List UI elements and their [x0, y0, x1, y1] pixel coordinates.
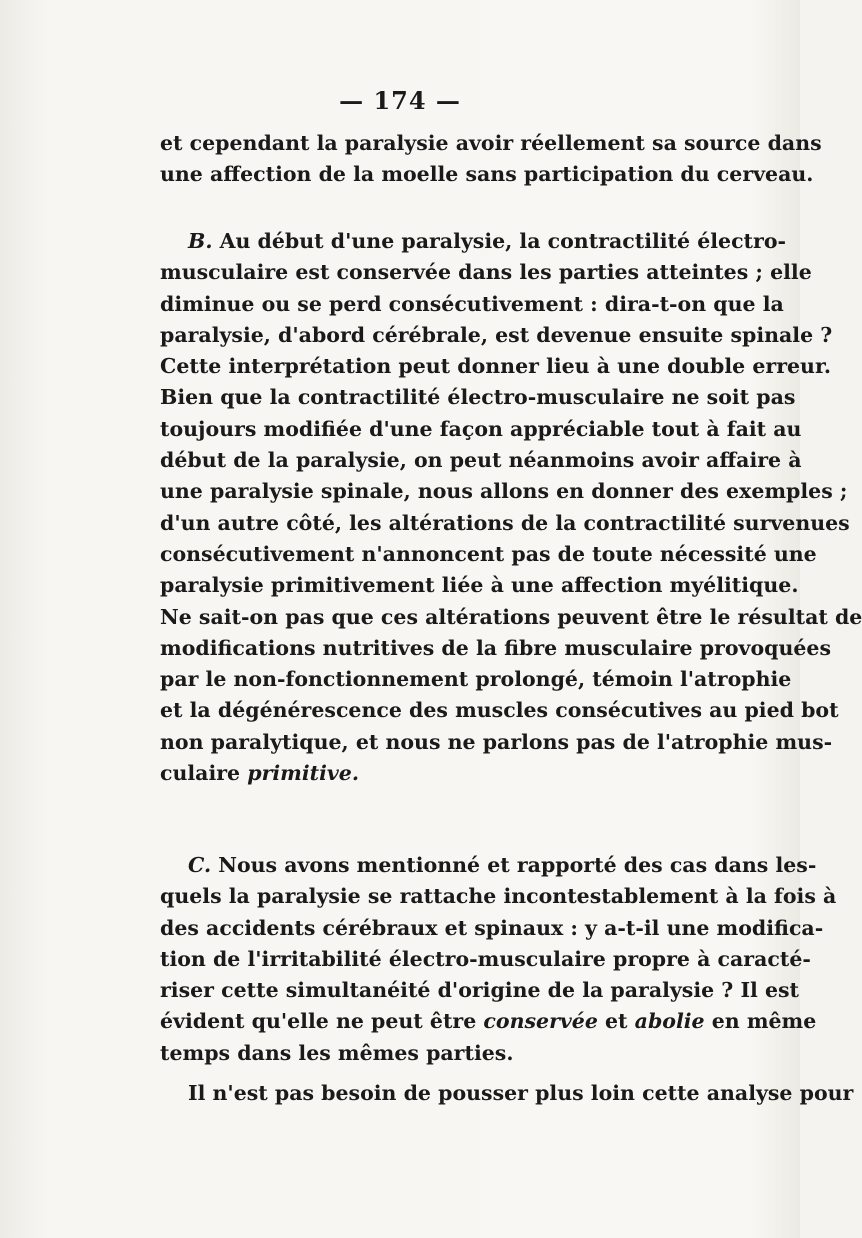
text-line: tion de l'irritabilité électro-musculaire propre à caracté- — [160, 946, 811, 971]
paragraph-1 — [160, 128, 822, 191]
text-line — [160, 1006, 817, 1037]
text-line: paralysie primitivement liée à une affection myélitique. — [160, 573, 799, 598]
paragraph-b — [160, 226, 862, 789]
text-line: début de la paralysie, on peut néanmoins avoir affaire à — [160, 448, 802, 473]
text-span: Nous avons mentionné et rapporté des cas dans les- — [218, 853, 817, 877]
text-line — [160, 226, 787, 257]
text-line: une affection de la moelle sans participation du cerveau. — [160, 162, 814, 187]
text-line — [160, 758, 705, 789]
text-span: et — [605, 1009, 628, 1034]
italic-term: conservée — [483, 1009, 598, 1034]
text-line: modifications nutritives de la fibre musculaire provoquées — [160, 635, 831, 660]
text-line: toujours modifiée d'une façon appréciable tout à fait au — [160, 416, 802, 441]
paragraph-4 — [160, 1078, 854, 1109]
paragraph-c — [160, 850, 837, 1069]
text-line: diminue ou se perd consécutivement : dira-t-on que la — [160, 291, 784, 316]
text-line: Bien que la contractilité électro-musculaire ne soit pas — [160, 385, 796, 410]
text-line: musculaire est conservée dans les parties atteintes ; elle — [160, 260, 812, 285]
text-line: Cette interprétation peut donner lieu à une double erreur. — [160, 354, 831, 379]
section-label-c: C. — [188, 853, 212, 877]
text-line: riser cette simultanéité d'origine de la paralysie ? Il est — [160, 978, 800, 1003]
page-number: — 174 — — [339, 86, 461, 115]
text-span: Au début d'une paralysie, la contractilité électro- — [219, 229, 787, 253]
italic-term: primitive. — [247, 761, 359, 786]
text-line: par le non-fonctionnement prolongé, témoin l'atrophie — [160, 667, 792, 692]
text-span: évident qu'elle ne peut être — [160, 1009, 477, 1034]
text-line: une paralysie spinale, nous allons en donner des exemples ; — [160, 479, 848, 504]
section-label-b: B. — [188, 229, 213, 253]
text-line: des accidents cérébraux et spinaux : y a-t-il une modifica- — [160, 915, 824, 940]
text-span: en même — [711, 1009, 817, 1034]
text-line — [160, 850, 817, 881]
text-line: temps dans les mêmes parties. — [160, 1040, 514, 1065]
text-span: culaire — [160, 761, 241, 786]
text-line: paralysie, d'abord cérébrale, est devenue ensuite spinale ? — [160, 322, 833, 347]
text-line: Il n'est pas besoin de pousser plus loin cette analyse pour — [188, 1081, 854, 1105]
text-line: et la dégénérescence des muscles consécutives au pied bot — [160, 698, 839, 723]
text-line: consécutivement n'annoncent pas de toute nécessité une — [160, 541, 817, 566]
text-line: quels la paralysie se rattache incontestablement à la fois à — [160, 884, 837, 909]
italic-term: abolie — [634, 1009, 705, 1034]
text-line: et cependant la paralysie avoir réellement sa source dans — [160, 131, 822, 155]
text-line: non paralytique, et nous ne parlons pas de l'atrophie mus- — [160, 729, 833, 754]
text-line: d'un autre côté, les altérations de la contractilité survenues — [160, 510, 850, 535]
text-line: Ne sait-on pas que ces altérations peuvent être le résultat de — [160, 604, 862, 629]
